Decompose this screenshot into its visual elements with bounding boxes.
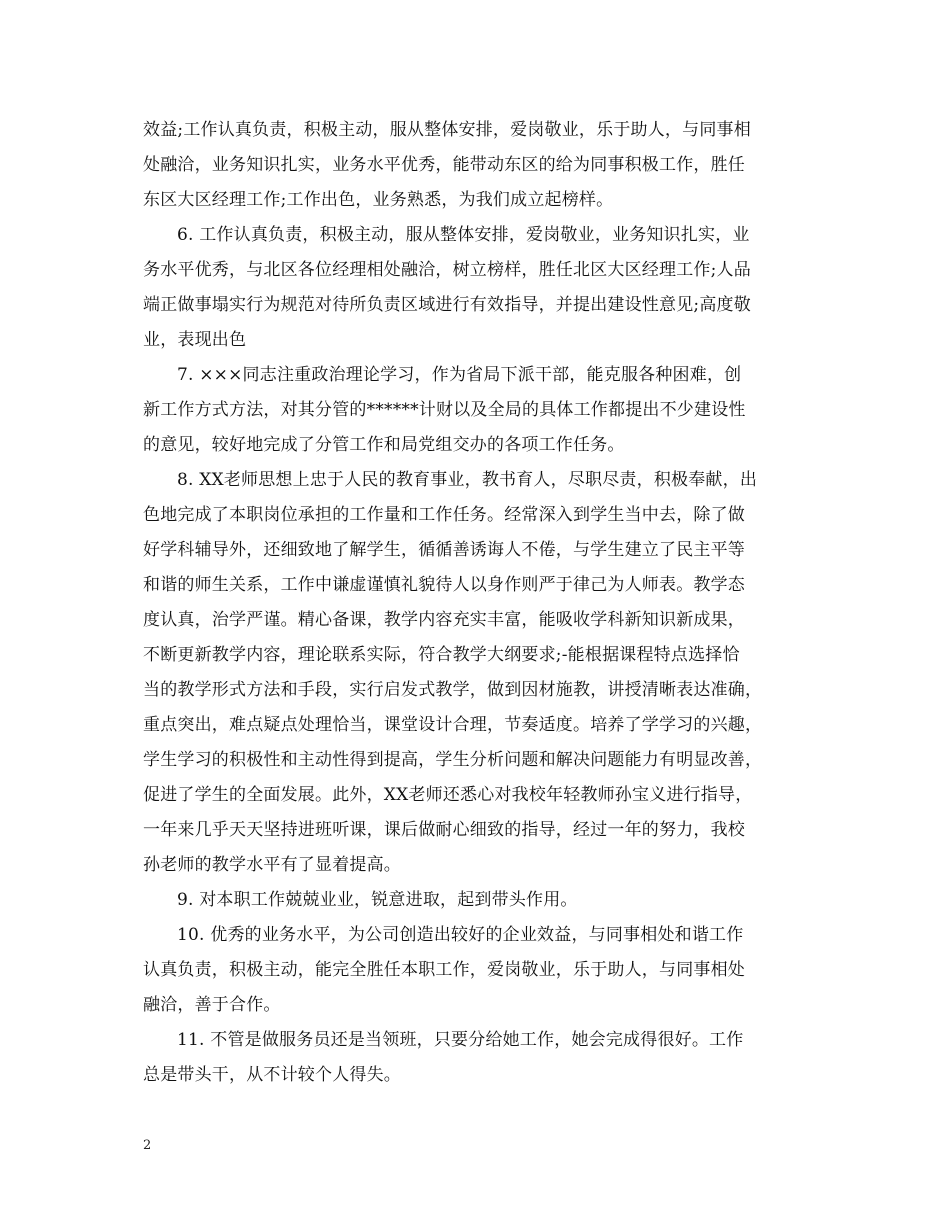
paragraph-item-10 — [143, 918, 823, 1023]
text-line: 当的教学形式方法和手段，实行启发式教学，做到因材施教，讲授清晰表达准确， — [143, 680, 763, 700]
paragraph-item-6 — [143, 218, 823, 358]
text-line: 色地完成了本职岗位承担的工作量和工作任务。经常深入到学生当中去，除了做 — [143, 505, 745, 525]
text-line: 重点突出，难点疑点处理恰当，课堂设计合理，节奏适度。培养了学学习的兴趣， — [143, 715, 763, 735]
text-line: 9. 对本职工作兢兢业业，锐意进取，起到带头作用。 — [177, 890, 578, 910]
page-number: 2 — [143, 1138, 152, 1153]
text-line: 度认真，治学严谨。精心备课，教学内容充实丰富，能吸收学科新知识新成果， — [143, 610, 745, 630]
text-line: 好学科辅导外，还细致地了解学生，循循善诱诲人不倦，与学生建立了民主平等 — [143, 540, 745, 560]
paragraph-item-9 — [143, 883, 823, 918]
text-line: 8. XX老师思想上忠于人民的教育事业，教书育人，尽职尽责，积极奉献，出 — [177, 470, 758, 490]
text-line: 孙老师的教学水平有了显着提高。 — [143, 855, 401, 875]
text-line: 新工作方式方法，对其分管的******计财以及全局的具体工作都提出不少建设性 — [143, 400, 746, 420]
text-line: 一年来几乎天天坚持进班听课，课后做耐心细致的指导，经过一年的努力，我校 — [143, 820, 745, 840]
text-line: 促进了学生的全面发展。此外，XX老师还悉心对我校年轻教师孙宝义进行指导， — [143, 785, 753, 805]
text-line: 业，表现出色 — [143, 330, 247, 350]
paragraph-item-7 — [143, 358, 823, 463]
text-line: 不断更新教学内容，理论联系实际，符合教学大纲要求;-能根据课程特点选择恰 — [143, 645, 740, 665]
text-line: 端正做事塌实行为规范对待所负责区域进行有效指导，并提出建设性意见;高度敬 — [143, 295, 751, 315]
document-body — [143, 113, 823, 1093]
text-line: 融洽，善于合作。 — [143, 995, 281, 1015]
text-line: 务水平优秀，与北区各位经理相处融洽，树立榜样，胜任北区大区经理工作;人品 — [143, 260, 751, 280]
text-line: 的意见，较好地完成了分管工作和局党组交办的各项工作任务。 — [143, 435, 625, 455]
text-line: 效益;工作认真负责，积极主动，服从整体安排，爱岗敬业，乐于助人，与同事相 — [143, 120, 751, 140]
paragraph-continuation — [143, 113, 823, 218]
text-line: 6. 工作认真负责，积极主动，服从整体安排，爱岗敬业，业务知识扎实，业 — [177, 225, 750, 245]
text-line: 和谐的师生关系，工作中谦虚谨慎礼貌待人以身作则严于律己为人师表。教学态 — [143, 575, 745, 595]
text-line: 10. 优秀的业务水平，为公司创造出较好的企业效益，与同事相处和谐工作 — [177, 925, 744, 945]
text-line: 总是带头干，从不计较个人得失。 — [143, 1065, 401, 1085]
text-line: 处融洽，业务知识扎实，业务水平优秀，能带动东区的给为同事积极工作，胜任 — [143, 155, 745, 175]
paragraph-item-8 — [143, 463, 823, 883]
paragraph-item-11 — [143, 1023, 823, 1093]
text-line: 7. ×××同志注重政治理论学习，作为省局下派干部，能克服各种困难，创 — [177, 365, 742, 385]
text-line: 认真负责，积极主动，能完全胜任本职工作，爱岗敬业，乐于助人，与同事相处 — [143, 960, 745, 980]
text-line: 东区大区经理工作;工作出色，业务熟悉，为我们成立起榜样。 — [143, 190, 614, 210]
text-line: 学生学习的积极性和主动性得到提高，学生分析问题和解决问题能力有明显改善， — [143, 750, 763, 770]
text-line: 11. 不管是做服务员还是当领班，只要分给她工作，她会完成得很好。工作 — [177, 1030, 744, 1050]
